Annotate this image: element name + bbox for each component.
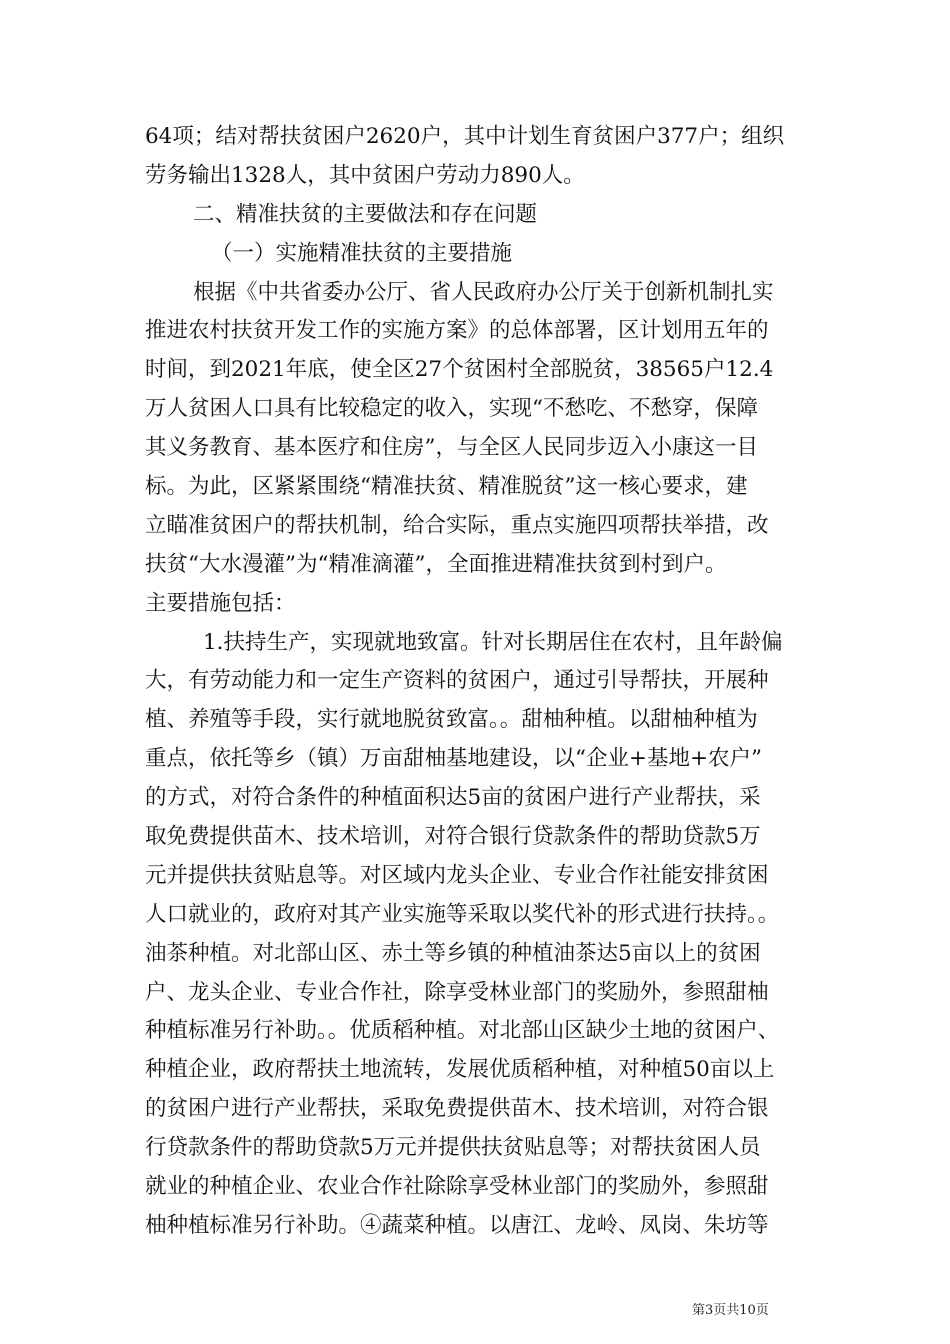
text-line: 标。为此，区紧紧围绕“精准扶贫、精准脱贫”这一核心要求，建 xyxy=(145,474,748,500)
text-line: 元并提供扶贫贴息等。对区域内龙头企业、专业合作社能安排贫困 xyxy=(145,862,769,888)
text-line: 户、龙头企业、专业合作社，除享受林业部门的奖励外，参照甜柚 xyxy=(145,979,769,1005)
page-number: 第3页共10页 xyxy=(692,1303,769,1318)
text-line: 64项；结对帮扶贫困户2620户，其中计划生育贫困户377户；组织 xyxy=(145,124,785,149)
text-line: 种植标准另行补助。。优质稻种植。对北部山区缺少土地的贫困户、 xyxy=(145,1018,780,1044)
text-line: 推进农村扶贫开发工作的实施方案》的总体部署，区计划用五年的 xyxy=(145,318,769,344)
text-line: 重点，依托等乡（镇）万亩甜柚基地建设，以“企业+基地+农户” xyxy=(145,746,763,772)
section-heading: 二、精准扶贫的主要做法和存在问题 xyxy=(193,201,538,227)
text-line: 油茶种植。对北部山区、赤土等乡镇的种植油茶达5亩以上的贫困 xyxy=(145,940,761,966)
text-line: 根据《中共省委办公厅、省人民政府办公厅关于创新机制扎实 xyxy=(193,279,774,305)
text-line: 大，有劳动能力和一定生产资料的贫困户，通过引导帮扶，开展种 xyxy=(145,668,769,694)
text-line: 扶贫“大水漫灌”为“精准滴灌”，全面推进精准扶贫到村到户。 xyxy=(145,551,727,577)
text-line: 劳务输出1328人，其中贫困户劳动力890人。 xyxy=(145,162,585,188)
text-line: 就业的种植企业、农业合作社除除享受林业部门的奖励外，参照甜 xyxy=(145,1174,769,1200)
text-line: 主要措施包括： xyxy=(145,590,296,616)
text-line: 人口就业的，政府对其产业实施等采取以奖代补的形式进行扶持。。 xyxy=(145,901,780,927)
text-line: 的贫困户进行产业帮扶，采取免费提供苗木、技术培训，对符合银 xyxy=(145,1096,769,1122)
text-line: 时间，到2021年底，使全区27个贫困村全部脱贫，38565户12.4 xyxy=(145,357,774,383)
subsection-heading: （一）实施精准扶贫的主要措施 xyxy=(211,240,513,266)
text-line: 行贷款条件的帮助贷款5万元并提供扶贫贴息等；对帮扶贫困人员 xyxy=(145,1135,761,1161)
numbered-item-line: 1.扶持生产，实现就地致富。针对长期居住在农村，且年龄偏 xyxy=(203,629,783,655)
text-line: 取免费提供苗木、技术培训，对符合银行贷款条件的帮助贷款5万 xyxy=(145,824,761,850)
text-line: 的方式，对符合条件的种植面积达5亩的贫困户进行产业帮扶，采 xyxy=(145,785,761,811)
text-line: 立瞄准贫困户的帮扶机制，给合实际，重点实施四项帮扶举措，改 xyxy=(145,512,769,538)
text-line: 种植企业，政府帮扶土地流转，发展优质稻种植，对种植50亩以上 xyxy=(145,1057,775,1083)
text-line: 其义务教育、基本医疗和住房”，与全区人民同步迈入小康这一目 xyxy=(145,435,758,461)
document-body xyxy=(145,118,810,1246)
text-line: 柚种植标准另行补助。④蔬菜种植。以唐江、龙岭、凤岗、朱坊等 xyxy=(145,1212,769,1238)
text-line: 植、养殖等手段，实行就地脱贫致富。。甜柚种植。以甜柚种植为 xyxy=(145,707,758,733)
text-line: 万人贫困人口具有比较稳定的收入，实现“不愁吃、不愁穿，保障 xyxy=(145,396,758,422)
